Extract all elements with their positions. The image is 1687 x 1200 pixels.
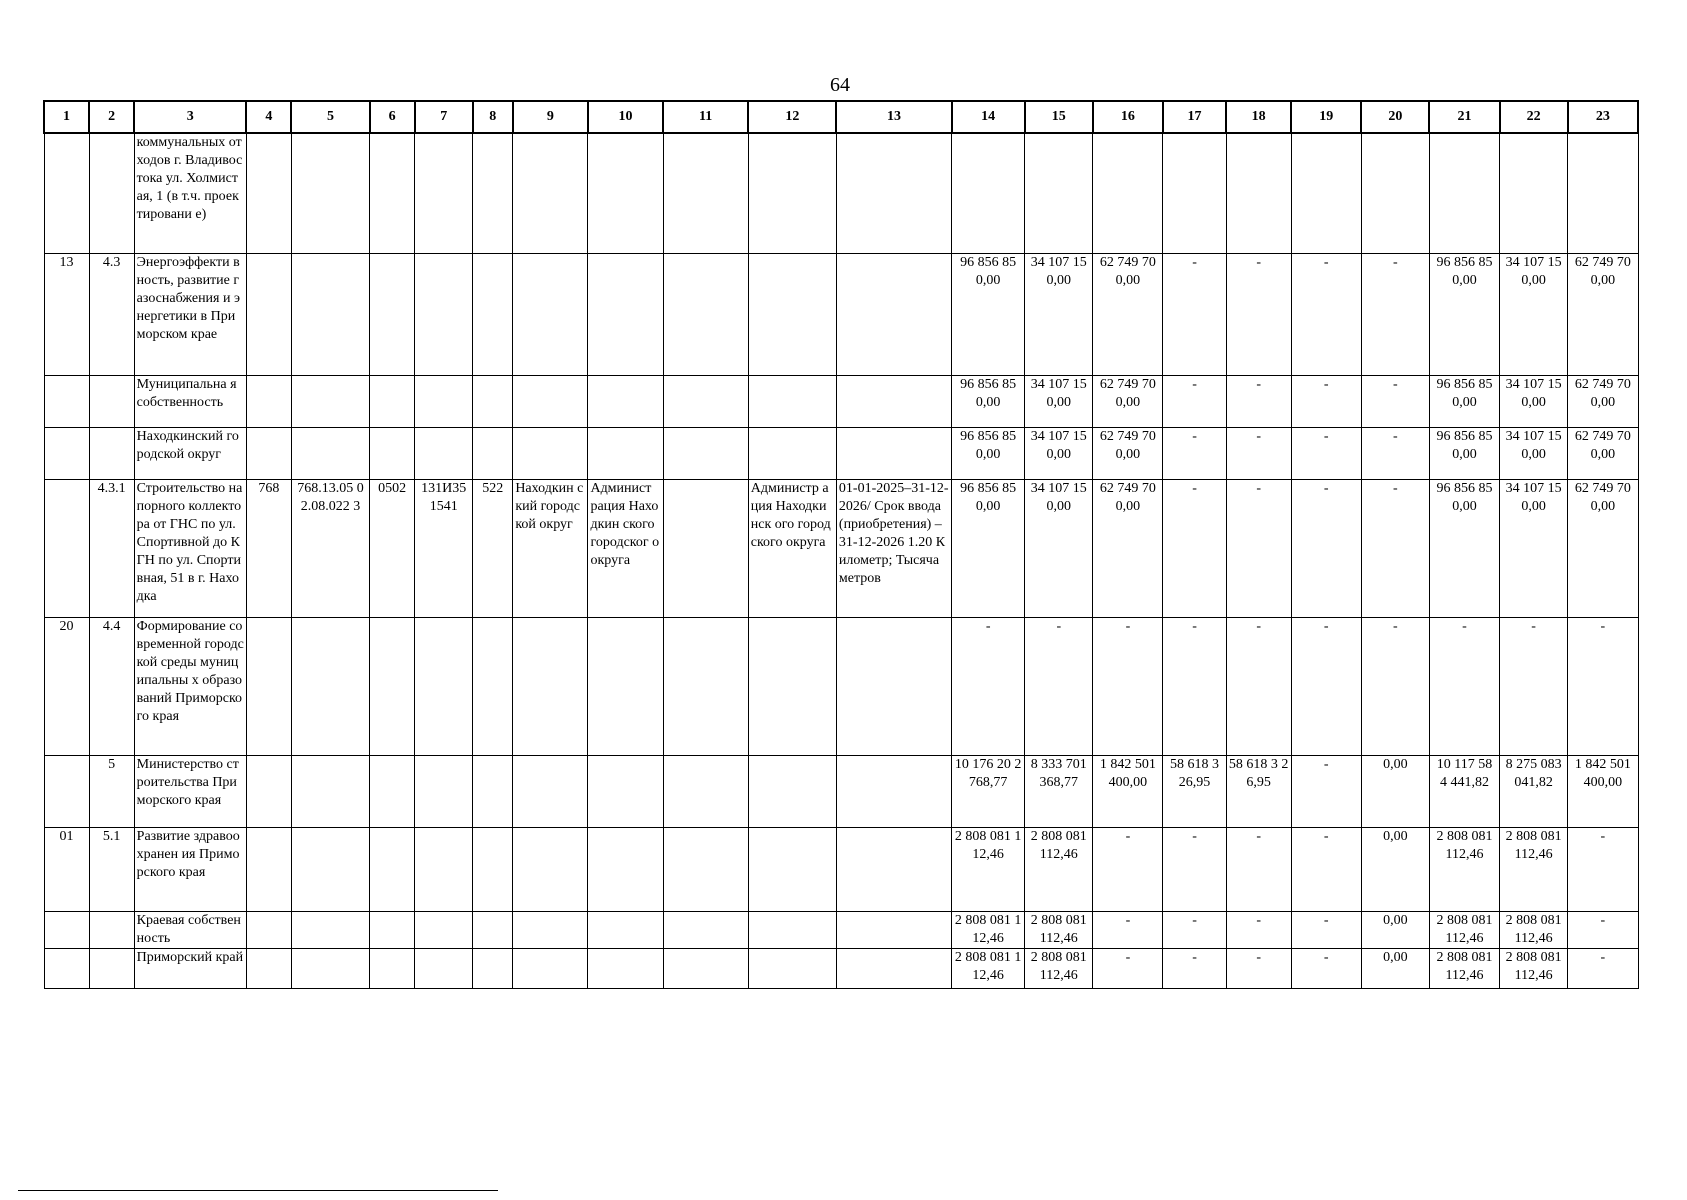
table-cell xyxy=(473,133,513,253)
table-cell xyxy=(663,253,748,375)
table-cell xyxy=(663,755,748,827)
table-cell: 96 856 85 0,00 xyxy=(1429,427,1499,479)
table-cell xyxy=(588,948,663,988)
table-cell xyxy=(473,911,513,948)
table-cell xyxy=(748,617,836,755)
table-cell: - xyxy=(1226,375,1291,427)
table-cell: Министерство строительства Приморского края xyxy=(134,755,246,827)
table-cell xyxy=(513,133,588,253)
table-cell: 2 808 081 112,46 xyxy=(1429,827,1499,911)
table-cell: 2 808 081 112,46 xyxy=(1500,948,1568,988)
table-cell xyxy=(513,827,588,911)
table-cell: - xyxy=(1568,911,1638,948)
table-row xyxy=(44,479,1638,617)
table-cell xyxy=(473,375,513,427)
table-cell: - xyxy=(1163,427,1226,479)
table-cell: 34 107 15 0,00 xyxy=(1025,427,1093,479)
table-cell: - xyxy=(952,617,1025,755)
table-cell xyxy=(370,911,415,948)
table-cell xyxy=(246,375,291,427)
table-cell: Строительство напорного коллектора от ГНС по ул. Спортивной до КГН по ул. Спортивная, 51 в г. Находка xyxy=(134,479,246,617)
table-cell: - xyxy=(1361,617,1429,755)
table-cell: - xyxy=(1093,948,1163,988)
table-cell xyxy=(663,827,748,911)
table-cell xyxy=(513,375,588,427)
table-cell xyxy=(44,911,89,948)
table-cell: 01 xyxy=(44,827,89,911)
table-cell xyxy=(588,253,663,375)
table-cell xyxy=(748,948,836,988)
table-cell: 0,00 xyxy=(1361,755,1429,827)
table-cell: 4.4 xyxy=(89,617,134,755)
table-cell xyxy=(588,375,663,427)
table-cell: 58 618 3 26,95 xyxy=(1226,755,1291,827)
table-cell: 34 107 15 0,00 xyxy=(1025,253,1093,375)
table-cell: 34 107 15 0,00 xyxy=(1500,479,1568,617)
table-cell xyxy=(1500,133,1568,253)
table-cell xyxy=(415,755,473,827)
table-cell xyxy=(89,948,134,988)
table-cell: 10 176 20 2 768,77 xyxy=(952,755,1025,827)
table-cell xyxy=(473,827,513,911)
table-cell: 96 856 85 0,00 xyxy=(952,253,1025,375)
table-cell xyxy=(663,479,748,617)
table-cell xyxy=(663,617,748,755)
table-cell: - xyxy=(1291,827,1361,911)
table-cell xyxy=(291,827,369,911)
table-cell: - xyxy=(1163,253,1226,375)
table-cell xyxy=(473,617,513,755)
table-cell: 96 856 85 0,00 xyxy=(952,427,1025,479)
table-cell: - xyxy=(1226,911,1291,948)
table-cell xyxy=(291,253,369,375)
table-cell xyxy=(748,427,836,479)
table-cell xyxy=(44,479,89,617)
table-cell xyxy=(1291,133,1361,253)
table-cell xyxy=(246,827,291,911)
header-cell: 5 xyxy=(291,101,369,133)
header-cell: 19 xyxy=(1291,101,1361,133)
table-cell xyxy=(370,617,415,755)
header-cell: 15 xyxy=(1025,101,1093,133)
table-cell: - xyxy=(1093,911,1163,948)
table-cell xyxy=(415,948,473,988)
table-cell xyxy=(836,948,951,988)
table-cell xyxy=(415,617,473,755)
table-cell: 62 749 70 0,00 xyxy=(1093,253,1163,375)
table-cell: - xyxy=(1025,617,1093,755)
table-cell xyxy=(291,133,369,253)
table-cell xyxy=(513,427,588,479)
table-cell xyxy=(291,755,369,827)
table-cell: 13 xyxy=(44,253,89,375)
table-cell xyxy=(415,253,473,375)
table-cell xyxy=(89,133,134,253)
table-cell: Администр ация Находкинск ого городского округа xyxy=(748,479,836,617)
table-cell: 10 117 58 4 441,82 xyxy=(1429,755,1499,827)
table-cell: - xyxy=(1500,617,1568,755)
table-cell: 2 808 081 112,46 xyxy=(1429,948,1499,988)
header-cell: 3 xyxy=(134,101,246,133)
table-cell: 1 842 501 400,00 xyxy=(1093,755,1163,827)
header-cell: 22 xyxy=(1500,101,1568,133)
header-cell: 20 xyxy=(1361,101,1429,133)
table-row xyxy=(44,253,1638,375)
table-cell: 2 808 081 112,46 xyxy=(1025,948,1093,988)
table-cell xyxy=(663,427,748,479)
table-cell xyxy=(291,375,369,427)
table-cell: коммунальных отходов г. Владивостока ул. Холмистая, 1 (в т.ч. проектировани е) xyxy=(134,133,246,253)
table-cell: - xyxy=(1163,911,1226,948)
table-cell: Развитие здравоохранен ия Приморского края xyxy=(134,827,246,911)
header-row xyxy=(44,101,1638,133)
table-cell xyxy=(473,948,513,988)
table-cell xyxy=(513,617,588,755)
table-cell: 0,00 xyxy=(1361,827,1429,911)
table-cell: Админист рация Находкин ского городског о округа xyxy=(588,479,663,617)
table-cell: Энергоэффекти вность, развитие газоснабжения и энергетики в Приморском крае xyxy=(134,253,246,375)
table-cell: 2 808 081 112,46 xyxy=(952,948,1025,988)
table-cell xyxy=(663,911,748,948)
table-cell: 96 856 85 0,00 xyxy=(1429,375,1499,427)
table-cell: - xyxy=(1163,479,1226,617)
header-cell: 8 xyxy=(473,101,513,133)
table-cell xyxy=(1429,133,1499,253)
table-cell: - xyxy=(1291,911,1361,948)
table-cell: 62 749 70 0,00 xyxy=(1568,253,1638,375)
table-cell: - xyxy=(1291,755,1361,827)
table-cell xyxy=(44,948,89,988)
table-cell xyxy=(291,427,369,479)
header-cell: 1 xyxy=(44,101,89,133)
table-cell: 62 749 70 0,00 xyxy=(1093,375,1163,427)
header-cell: 23 xyxy=(1568,101,1638,133)
table-cell: - xyxy=(1163,948,1226,988)
table-cell xyxy=(370,133,415,253)
table-cell: 5 xyxy=(89,755,134,827)
table-cell xyxy=(291,911,369,948)
table-cell: 34 107 15 0,00 xyxy=(1025,375,1093,427)
table-cell: 1 842 501 400,00 xyxy=(1568,755,1638,827)
table-cell: - xyxy=(1226,253,1291,375)
table-cell: - xyxy=(1226,827,1291,911)
table-cell xyxy=(370,948,415,988)
table-cell: 62 749 70 0,00 xyxy=(1568,479,1638,617)
header-cell: 11 xyxy=(663,101,748,133)
header-cell: 9 xyxy=(513,101,588,133)
footnote-divider xyxy=(18,1190,498,1191)
table-cell: Приморский край xyxy=(134,948,246,988)
table-cell xyxy=(370,427,415,479)
table-cell xyxy=(513,948,588,988)
table-cell xyxy=(748,755,836,827)
header-cell: 18 xyxy=(1226,101,1291,133)
table-row xyxy=(44,375,1638,427)
table-cell: 2 808 081 112,46 xyxy=(952,911,1025,948)
table-cell: - xyxy=(1291,375,1361,427)
table-cell: 0502 xyxy=(370,479,415,617)
table-cell xyxy=(836,755,951,827)
table-cell: 62 749 70 0,00 xyxy=(1093,427,1163,479)
table-cell xyxy=(952,133,1025,253)
table-cell xyxy=(588,427,663,479)
table-cell xyxy=(44,755,89,827)
table-cell: 62 749 70 0,00 xyxy=(1093,479,1163,617)
table-cell: 2 808 081 112,46 xyxy=(1429,911,1499,948)
table-cell: 34 107 15 0,00 xyxy=(1500,253,1568,375)
table-cell: 768 xyxy=(246,479,291,617)
table-cell: - xyxy=(1568,827,1638,911)
table-cell: Находкинский городской округ xyxy=(134,427,246,479)
table-cell: - xyxy=(1568,948,1638,988)
header-cell: 7 xyxy=(415,101,473,133)
table-cell xyxy=(836,617,951,755)
table-cell xyxy=(748,253,836,375)
header-cell: 14 xyxy=(952,101,1025,133)
table-row xyxy=(44,827,1638,911)
table-cell xyxy=(370,375,415,427)
page-number: 64 xyxy=(830,74,850,96)
table-cell xyxy=(836,133,951,253)
table-cell xyxy=(246,253,291,375)
table-cell xyxy=(748,911,836,948)
table-cell: 20 xyxy=(44,617,89,755)
table-cell: - xyxy=(1291,253,1361,375)
table-cell xyxy=(836,427,951,479)
table-cell: 96 856 85 0,00 xyxy=(1429,479,1499,617)
table-cell: - xyxy=(1361,479,1429,617)
table-cell xyxy=(1163,133,1226,253)
table-cell xyxy=(89,427,134,479)
table-cell xyxy=(513,911,588,948)
header-cell: 21 xyxy=(1429,101,1499,133)
table-cell xyxy=(588,827,663,911)
table-cell xyxy=(291,617,369,755)
table-row xyxy=(44,911,1638,948)
table-cell xyxy=(588,133,663,253)
header-cell: 12 xyxy=(748,101,836,133)
table-cell xyxy=(513,253,588,375)
table-cell: - xyxy=(1226,948,1291,988)
table-cell: Муниципальна я собственность xyxy=(134,375,246,427)
table-cell: 62 749 70 0,00 xyxy=(1568,375,1638,427)
table-cell xyxy=(415,133,473,253)
table-cell xyxy=(513,755,588,827)
table-cell xyxy=(663,133,748,253)
table-row xyxy=(44,617,1638,755)
table-cell: - xyxy=(1291,617,1361,755)
table-cell xyxy=(370,253,415,375)
table-cell xyxy=(663,948,748,988)
table-cell xyxy=(246,617,291,755)
table-cell: 2 808 081 112,46 xyxy=(952,827,1025,911)
table-cell xyxy=(588,755,663,827)
table-cell xyxy=(1226,133,1291,253)
table-cell: - xyxy=(1291,948,1361,988)
data-table xyxy=(43,100,1639,989)
table-cell: 01-01-2025–31-12-2026/ Срок ввода (приобретения) – 31-12-2026 1.20 Километр; Тысяча метров xyxy=(836,479,951,617)
table-cell: 522 xyxy=(473,479,513,617)
table-cell: - xyxy=(1291,479,1361,617)
table-cell: - xyxy=(1361,427,1429,479)
table-cell xyxy=(748,133,836,253)
table-cell: 4.3.1 xyxy=(89,479,134,617)
table-cell: 62 749 70 0,00 xyxy=(1568,427,1638,479)
table-cell: - xyxy=(1093,827,1163,911)
table-cell: - xyxy=(1226,617,1291,755)
header-cell: 17 xyxy=(1163,101,1226,133)
table-cell xyxy=(588,617,663,755)
table-cell xyxy=(246,911,291,948)
table-row xyxy=(44,133,1638,253)
table-cell xyxy=(44,427,89,479)
table-cell xyxy=(1093,133,1163,253)
table-cell: 4.3 xyxy=(89,253,134,375)
table-cell xyxy=(370,755,415,827)
header-cell: 6 xyxy=(370,101,415,133)
table-cell xyxy=(370,827,415,911)
table-cell xyxy=(246,755,291,827)
table-cell: 5.1 xyxy=(89,827,134,911)
table-row xyxy=(44,948,1638,988)
table-cell: - xyxy=(1291,427,1361,479)
table-cell: 34 107 15 0,00 xyxy=(1025,479,1093,617)
table-cell: 34 107 15 0,00 xyxy=(1500,427,1568,479)
table-cell: Формирование современной городской среды муниципальны х образований Приморского края xyxy=(134,617,246,755)
table-cell xyxy=(415,375,473,427)
table-cell: - xyxy=(1568,617,1638,755)
table-cell: 58 618 3 26,95 xyxy=(1163,755,1226,827)
table-row xyxy=(44,755,1638,827)
table-cell: - xyxy=(1093,617,1163,755)
table-cell xyxy=(415,911,473,948)
table-cell xyxy=(415,827,473,911)
table-cell: 2 808 081 112,46 xyxy=(1025,827,1093,911)
table-cell: 0,00 xyxy=(1361,911,1429,948)
table-cell: Находкин ский городской округ xyxy=(513,479,588,617)
table-cell: 96 856 85 0,00 xyxy=(1429,253,1499,375)
table-cell: - xyxy=(1226,427,1291,479)
table-cell xyxy=(1568,133,1638,253)
table-cell xyxy=(663,375,748,427)
table-cell: 96 856 85 0,00 xyxy=(952,375,1025,427)
table-cell xyxy=(44,375,89,427)
table-cell xyxy=(1025,133,1093,253)
table-cell xyxy=(473,427,513,479)
table-cell xyxy=(748,375,836,427)
table-cell: 0,00 xyxy=(1361,948,1429,988)
table-cell xyxy=(836,375,951,427)
table-cell: 8 333 701 368,77 xyxy=(1025,755,1093,827)
table-cell: - xyxy=(1163,375,1226,427)
table-cell xyxy=(748,827,836,911)
table-cell: 2 808 081 112,46 xyxy=(1025,911,1093,948)
table-cell: 131И35 1541 xyxy=(415,479,473,617)
table-cell xyxy=(89,375,134,427)
table-cell xyxy=(291,948,369,988)
header-cell: 10 xyxy=(588,101,663,133)
table-cell xyxy=(836,253,951,375)
table-cell: - xyxy=(1163,617,1226,755)
table-cell: - xyxy=(1429,617,1499,755)
header-cell: 4 xyxy=(246,101,291,133)
table-cell xyxy=(1361,133,1429,253)
table-cell xyxy=(246,427,291,479)
table-cell xyxy=(473,755,513,827)
table-cell xyxy=(588,911,663,948)
table-cell xyxy=(836,827,951,911)
table-cell: - xyxy=(1361,253,1429,375)
header-cell: 2 xyxy=(89,101,134,133)
header-cell: 16 xyxy=(1093,101,1163,133)
table-cell xyxy=(44,133,89,253)
table-cell: - xyxy=(1361,375,1429,427)
table-cell xyxy=(836,911,951,948)
table-cell: 96 856 85 0,00 xyxy=(952,479,1025,617)
table-cell: 2 808 081 112,46 xyxy=(1500,911,1568,948)
table-cell xyxy=(473,253,513,375)
table-cell: 8 275 083 041,82 xyxy=(1500,755,1568,827)
table-cell xyxy=(246,948,291,988)
table-row xyxy=(44,427,1638,479)
table-cell: 768.13.05 02.08.022 3 xyxy=(291,479,369,617)
table-cell xyxy=(246,133,291,253)
table-cell: - xyxy=(1163,827,1226,911)
header-cell: 13 xyxy=(836,101,951,133)
table-cell xyxy=(415,427,473,479)
table-cell: 34 107 15 0,00 xyxy=(1500,375,1568,427)
table-cell: - xyxy=(1226,479,1291,617)
table-cell: 2 808 081 112,46 xyxy=(1500,827,1568,911)
table-cell: Краевая собственность xyxy=(134,911,246,948)
table-cell xyxy=(89,911,134,948)
